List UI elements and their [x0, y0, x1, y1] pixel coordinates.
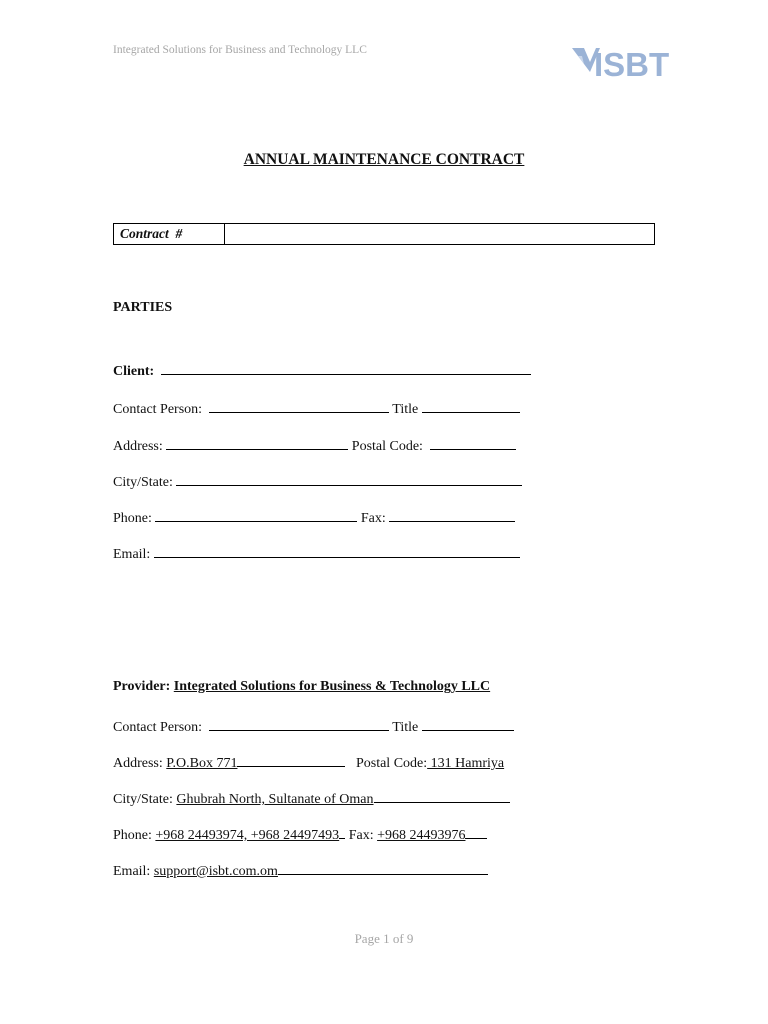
provider-contact-row: [113, 716, 514, 737]
provider-phone-value: +968 24493974, +968 24497493: [155, 828, 340, 843]
provider-city-row: [113, 788, 510, 809]
isbt-logo: [570, 42, 670, 83]
client-label: Client:: [113, 364, 155, 379]
contract-number-label: Contract #: [114, 224, 225, 244]
provider-row: [113, 678, 490, 696]
client-contact-person-label: Contact Person:: [113, 402, 203, 417]
provider-email-underline: [278, 860, 488, 875]
provider-postal-code-label: Postal Code:: [355, 756, 428, 771]
provider-fax-label: Fax:: [348, 828, 374, 843]
logo-text: ISBT: [594, 46, 670, 83]
provider-address-underline: [237, 752, 345, 767]
provider-fax-value: +968 24493976: [377, 828, 466, 843]
client-address-label: Address:: [113, 439, 163, 454]
provider-city-state-underline: [374, 788, 510, 803]
client-city-state-field[interactable]: [176, 471, 522, 486]
client-email-field[interactable]: [154, 543, 520, 558]
client-email-row: [113, 543, 520, 564]
client-fax-field[interactable]: [389, 507, 515, 522]
page-number: Page 1 of 9: [354, 931, 414, 946]
client-fax-label: Fax:: [360, 511, 386, 526]
provider-email-value: support@isbt.com.om: [153, 864, 278, 879]
client-city-row: [113, 471, 522, 492]
provider-address-row: [113, 752, 504, 773]
provider-title-field[interactable]: [422, 716, 514, 731]
isbt-logo-graphic: [570, 42, 670, 83]
client-contact-person-field[interactable]: [209, 398, 389, 413]
provider-city-state-label: City/State:: [113, 792, 173, 807]
client-city-state-label: City/State:: [113, 475, 173, 490]
provider-contact-person-field[interactable]: [209, 716, 389, 731]
document-title: ANNUAL MAINTENANCE CONTRACT: [243, 151, 525, 168]
contract-number-field[interactable]: [225, 224, 654, 244]
provider-fax-underline: [465, 824, 487, 839]
client-postal-code-field[interactable]: [430, 435, 516, 450]
client-phone-label: Phone:: [113, 511, 152, 526]
provider-phone-row: [113, 824, 487, 845]
provider-phone-label: Phone:: [113, 828, 152, 843]
provider-city-state-value: Ghubrah North, Sultanate of Oman: [176, 792, 374, 807]
provider-contact-person-label: Contact Person:: [113, 720, 203, 735]
client-phone-row: [113, 507, 515, 528]
provider-title-label: Title: [392, 720, 419, 735]
client-title-label: Title: [392, 402, 419, 417]
client-address-row: [113, 435, 516, 456]
client-postal-code-label: Postal Code:: [351, 439, 423, 454]
client-address-field[interactable]: [166, 435, 348, 450]
client-title-field[interactable]: [422, 398, 520, 413]
client-phone-field[interactable]: [155, 507, 357, 522]
provider-name: Integrated Solutions for Business & Technology LLC: [173, 679, 491, 694]
provider-postal-code-value: 131 Hamriya: [427, 756, 505, 771]
provider-phone-underline: [339, 824, 345, 839]
client-contact-row: [113, 398, 520, 419]
provider-email-row: [113, 860, 488, 881]
contract-number-table: [113, 223, 655, 245]
parties-heading: PARTIES: [113, 300, 173, 315]
client-row: [113, 360, 531, 381]
header-company-text: Integrated Solutions for Business and Technology LLC: [113, 44, 367, 56]
provider-address-label: Address:: [113, 756, 163, 771]
provider-address-value: P.O.Box 771: [166, 756, 238, 771]
provider-label: Provider:: [113, 679, 171, 694]
client-email-label: Email:: [113, 547, 151, 562]
provider-email-label: Email:: [113, 864, 151, 879]
client-field[interactable]: [161, 360, 531, 375]
